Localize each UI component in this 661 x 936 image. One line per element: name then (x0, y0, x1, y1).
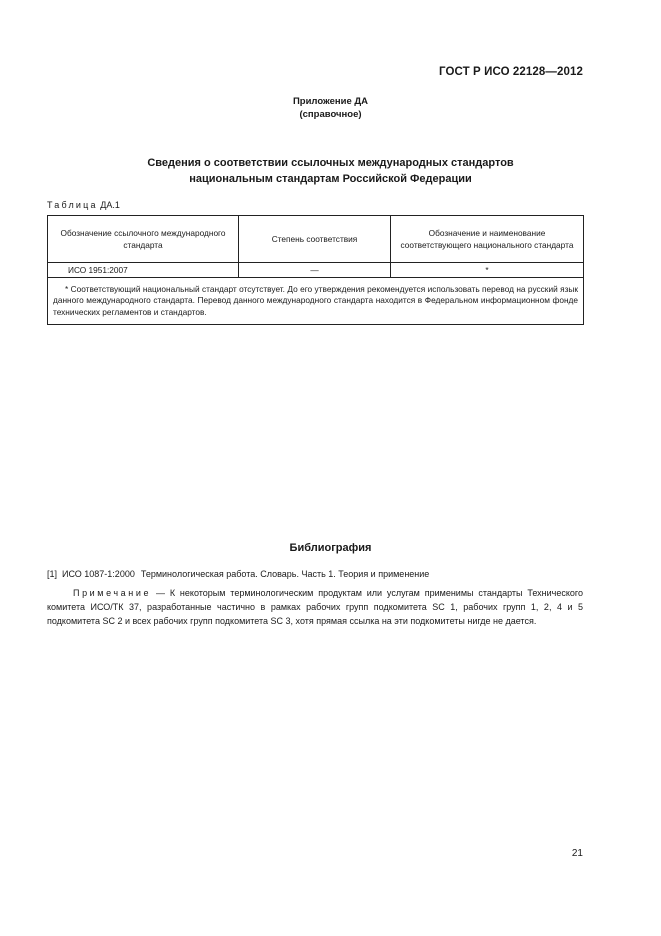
table-footnote (48, 278, 584, 325)
bibliography-note-label: Примечание (73, 588, 152, 598)
table-footnote-row (48, 278, 584, 325)
annex-subtitle: (справочное) (299, 109, 362, 120)
table-header-row (48, 216, 584, 263)
table-caption-number: ДА.1 (100, 200, 120, 210)
cell-national-standard: * (391, 263, 584, 278)
bibliography-note (47, 586, 583, 628)
cell-international-standard: ИСО 1951:2007 (48, 263, 239, 278)
page-number: 21 (571, 848, 583, 859)
section-heading-line2: национальным стандартам Российской Федерации (189, 173, 472, 185)
table-caption-word: Таблица (47, 200, 98, 210)
section-heading-line1: Сведения о соответствии ссылочных международных стандартов (147, 157, 514, 169)
header-national-standard: Обозначение и наименование соответствующего национального стандарта (391, 216, 584, 263)
bibliography-title: Библиография (289, 542, 372, 554)
table-row (48, 263, 584, 278)
bibliography-note-text: — К некоторым терминологическим продуктам или услугам применимы стандарты Технического комитета ИСО/ТК 37, разработанные частично в рамках рабочих групп подкомитета SC 1, рабочих групп 1, 2, 4 и 5 подкомитета SC 2 и всех рабочих групп подкомитета SC 3, хотя прямая ссылка на эти подкомитеты нигде не дается. (47, 588, 583, 626)
standard-code: ГОСТ Р ИСО 22128—2012 (438, 66, 583, 78)
bibliography-item-number: [1] (47, 569, 58, 579)
bibliography-item-code: ИСО 1087-1:2000 (62, 569, 135, 579)
annex-title: Приложение ДА (292, 96, 369, 107)
correspondence-table (47, 215, 584, 325)
bibliography-item-title: Терминологическая работа. Словарь. Часть 1. Теория и применение (140, 569, 430, 579)
header-degree-of-conformity: Степень соответствия (239, 216, 391, 263)
table-caption (47, 200, 120, 210)
cell-degree-of-conformity: — (239, 263, 391, 278)
header-international-standard: Обозначение ссылочного международного стандарта (48, 216, 239, 263)
bibliography-item (47, 569, 429, 579)
table-footnote-text: * Соответствующий национальный стандарт отсутствует. До его утверждения рекомендуется использовать перевод на русский язык данного международного стандарта. Перевод данного международного стандарта находится в Федеральном информационном фонде технических регламентов и стандартов. (53, 283, 578, 317)
